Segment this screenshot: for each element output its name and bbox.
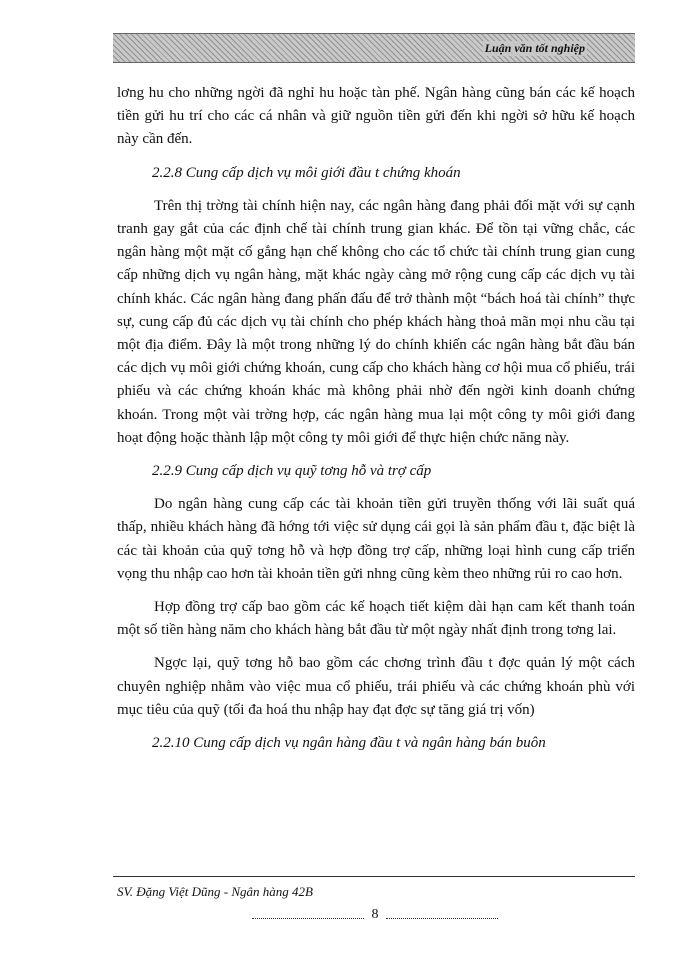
- paragraph-2-2-9-c: Ngợc lại, quỹ tơng hỗ bao gồm các chơng trình đầu t đợc quản lý một cách chuyên nghiệp nhằm vào việc mua cổ phiếu, trái phiếu và các chứng khoán phù với mục tiêu của quỹ (tối đa hoá thu nhập hay đạt đợc sự tăng giá trị vốn): [117, 655, 635, 718]
- paragraph-intro: lơng hu cho những ngời đã nghỉ hu hoặc tàn phế. Ngân hàng cũng bán các kế hoạch tiền gửi hu trí cho các cá nhân và giữ nguồn tiền gửi đến khi ngời sở hữu kế hoạch này cần đến.: [117, 85, 635, 148]
- footer-dots-left: [252, 918, 364, 919]
- paragraph-2-2-8: Trên thị trờng tài chính hiện nay, các ngân hàng đang phải đối mặt với sự cạnh tranh gay gắt của các định chế tài chính trung gian khác. Để tồn tại vững chắc, các ngân hàng một mặt cố gắng hạn chế không cho các tổ chức tài chính trung gian cung cấp những dịch vụ ngân hàng, mặt khác ngày càng mở rộng cung cấp các dịch vụ tài chính khác. Các ngân hàng đang phấn đấu để trở thành một “bách hoá tài chính” thực sự, cung cấp đủ các dịch vụ tài chính cho phép khách hàng thoả mãn mọi nhu cầu tại một địa điểm. Đây là một trong những lý do chính khiến các ngân hàng bắt đầu bán các dịch vụ môi giới chứng khoán, cung cấp cho khách hàng cơ hội mua cổ phiếu, trái phiếu và các chứng khoán khác mà không phải nhờ đến ngời kinh doanh chứng khoán. Trong một vài trờng hợp, các ngân hàng mua lại một công ty môi giới đang hoạt động hoặc thành lập một công ty môi giới để thực hiện chức năng này.: [117, 197, 635, 446]
- paragraph-2-2-9-a: Do ngân hàng cung cấp các tài khoản tiền gửi truyền thống với lãi suất quá thấp, nhiều khách hàng đã hớng tới việc sử dụng cái gọi là sản phẩm đầu t, đặc biệt là các tài khoản của quỹ tơng hỗ và hợp đồng trợ cấp, những loại hình cung cấp triển vọng thu nhập cao hơn tài khoản tiền gửi nhng cũng kèm theo những rủi ro cao hơn.: [117, 496, 635, 582]
- header-band: [113, 33, 635, 63]
- page-content: [117, 82, 635, 765]
- paragraph-gap: [117, 642, 635, 652]
- footer-author: SV. Đặng Việt Dũng - Ngân hàng 42B: [117, 884, 313, 899]
- page-number: 8: [371, 907, 379, 922]
- heading-2-2-9: 2.2.9 Cung cấp dịch vụ quỹ tơng hỗ và trợ cấp: [152, 463, 432, 480]
- paragraph-2-2-9-b: Hợp đồng trợ cấp bao gồm các kế hoạch tiết kiệm dài hạn cam kết thanh toán một số tiền hàng năm cho khách hàng bắt đầu từ một ngày nhất định trong tơng lai.: [117, 599, 635, 639]
- footer-dots-right: [386, 918, 498, 919]
- paragraph-gap: [117, 586, 635, 596]
- footer-divider: [113, 876, 635, 877]
- footer-page: [252, 907, 498, 923]
- header-title: Luận văn tốt nghiệp: [484, 41, 585, 55]
- heading-2-2-10: 2.2.10 Cung cấp dịch vụ ngân hàng đầu t và ngân hàng bán buôn: [152, 735, 546, 752]
- heading-2-2-8: 2.2.8 Cung cấp dịch vụ môi giới đầu t chứng khoán: [152, 164, 461, 181]
